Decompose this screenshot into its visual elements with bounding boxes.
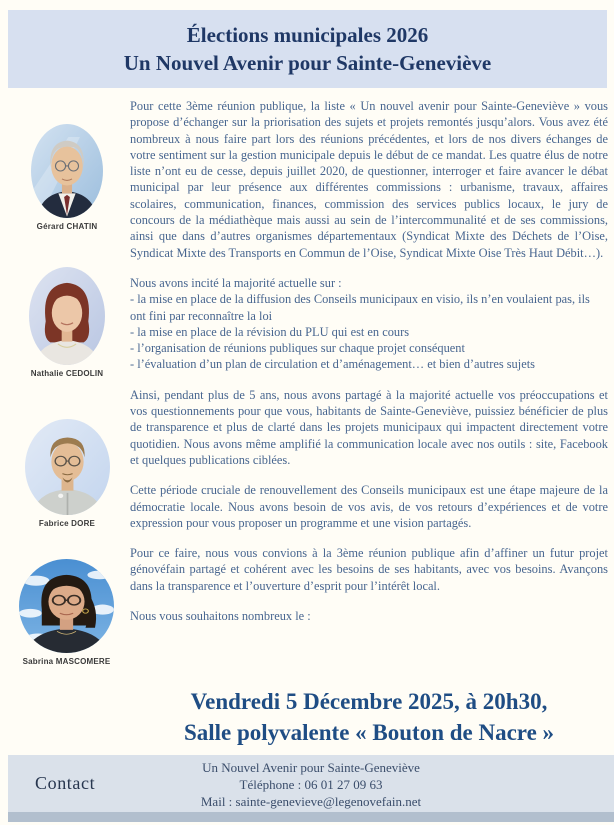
contact-label: Contact — [35, 773, 96, 793]
meeting-venue: Salle polyvalente « Bouton de Nacre » — [183, 720, 555, 745]
member-photo-nathalie-cedolin — [29, 267, 105, 365]
member-name-nathalie-cedolin: Nathalie CEDOLIN — [30, 369, 104, 378]
paragraph-democratie: Cette période cruciale de renouvellement des Conseils municipaux est une étape majeure de la démocratie locale. Nous avons besoin de vos avis, de vos retours d’expériences et de votre expression pour vous proposer un programme et une vision partagés. — [130, 483, 608, 530]
member-photo-gerard-chatin — [31, 124, 103, 218]
incitation-list — [130, 275, 608, 373]
body-text-column — [130, 98, 608, 686]
member-fabrice-dore — [12, 419, 122, 528]
member-photo-fabrice-dore — [25, 419, 110, 515]
person-avatar-icon — [25, 419, 110, 515]
member-name-gerard-chatin: Gérard CHATIN — [36, 222, 98, 231]
member-name-sabrina-mascomere: Sabrina MASCOMERE — [22, 657, 111, 666]
contact-phone: Téléphone : 06 01 27 09 63 — [239, 777, 383, 792]
member-sabrina-mascomere — [9, 559, 124, 666]
meeting-announcement — [130, 686, 608, 748]
incitation-item-2: - la mise en place de la révision du PLU qui est en cours — [130, 324, 410, 339]
paragraph-invitation: Pour ce faire, nous vous convions à la 3ème réunion publique afin d’affiner un futur projet génovéfain partagé et cohérent avec les besoins de ses habitants, avec vos besoins. Avançons dans la transparence et l’ouverture d’esprit pour l’intérêt local. — [130, 546, 608, 593]
member-name-fabrice-dore: Fabrice DORE — [38, 519, 96, 528]
person-avatar-icon — [19, 559, 114, 653]
member-gerard-chatin — [12, 124, 122, 231]
contact-info-block — [8, 759, 614, 810]
paragraph-intro: Pour cette 3ème réunion publique, la liste « Un nouvel avenir pour Sainte-Geneviève » vous propose d’échanger sur la priorisation des sujets et projets remontés jusqu’alors. Vous avez été nombreux à nous faire part lors des réunions précédentes, et lors de nos divers échanges de votre sentiment sur la gestion municipale depuis le début de ce mandat. Les quatre élus de notre liste n’ont eu de cesse, depuis juillet 2020, de questionner, interroger et faire avancer le débat municipal par leur présence aux différentes commissions : urbanisme, travaux, affaires scolaires, communication, finances, commission des services publics locaux, le jury de concours de la médiathèque mais aussi au sein de l’intercommunalité et de ses commissions, ainsi que dans d’autres organismes départementaux (Syndicat Mixte des Déchets de l’Oise, Syndicat Mixte des Transports en Commun de l’Oise, Syndicat Mixte Oise Très Haut Débit…). — [130, 99, 608, 260]
person-avatar-icon — [31, 124, 103, 218]
person-avatar-icon — [29, 267, 105, 365]
member-photo-sabrina-mascomere — [19, 559, 114, 653]
incitation-item-1: - la mise en place de la diffusion des Conseils municipaux en visio, ils n’en voulaient pas, ils ont fini par reconnaître la loi — [130, 292, 590, 323]
incitation-intro: Nous avons incité la majorité actuelle sur : — [130, 275, 342, 290]
page-title-line2: Un Nouvel Avenir pour Sainte-Geneviève — [123, 51, 492, 75]
paragraph-bilan: Ainsi, pendant plus de 5 ans, nous avons partagé à la majorité actuelle vos préoccupations et vos questionnements pour que vous, habitants de Sainte-Geneviève, puissiez bénéficier de plus de transparence et plus de clarté dans les projets municipaux qui impactent directement votre quotidien. Nous avons même amplifié la communication locale avec nos outils : site, Facebook et quelques publications ciblées. — [130, 387, 608, 467]
meeting-date: Vendredi 5 Décembre 2025, à 20h30, — [190, 689, 548, 714]
member-nathalie-cedolin — [12, 267, 122, 378]
bottom-divider-strip — [8, 812, 614, 822]
closing-line: Nous vous souhaitons nombreux le : — [130, 609, 311, 624]
contact-org-name: Un Nouvel Avenir pour Sainte-Geneviève — [202, 760, 420, 775]
incitation-item-3: - l’organisation de réunions publiques sur chaque projet conséquent — [130, 341, 465, 356]
page-title-line1: Élections municipales 2026 — [186, 23, 429, 47]
contact-email: Mail : sainte-genevieve@legenovefain.net — [200, 794, 422, 809]
header-banner — [8, 10, 607, 88]
incitation-item-4: - l’évaluation d’un plan de circulation et d’aménagement… et bien d’autres sujets — [130, 357, 535, 372]
